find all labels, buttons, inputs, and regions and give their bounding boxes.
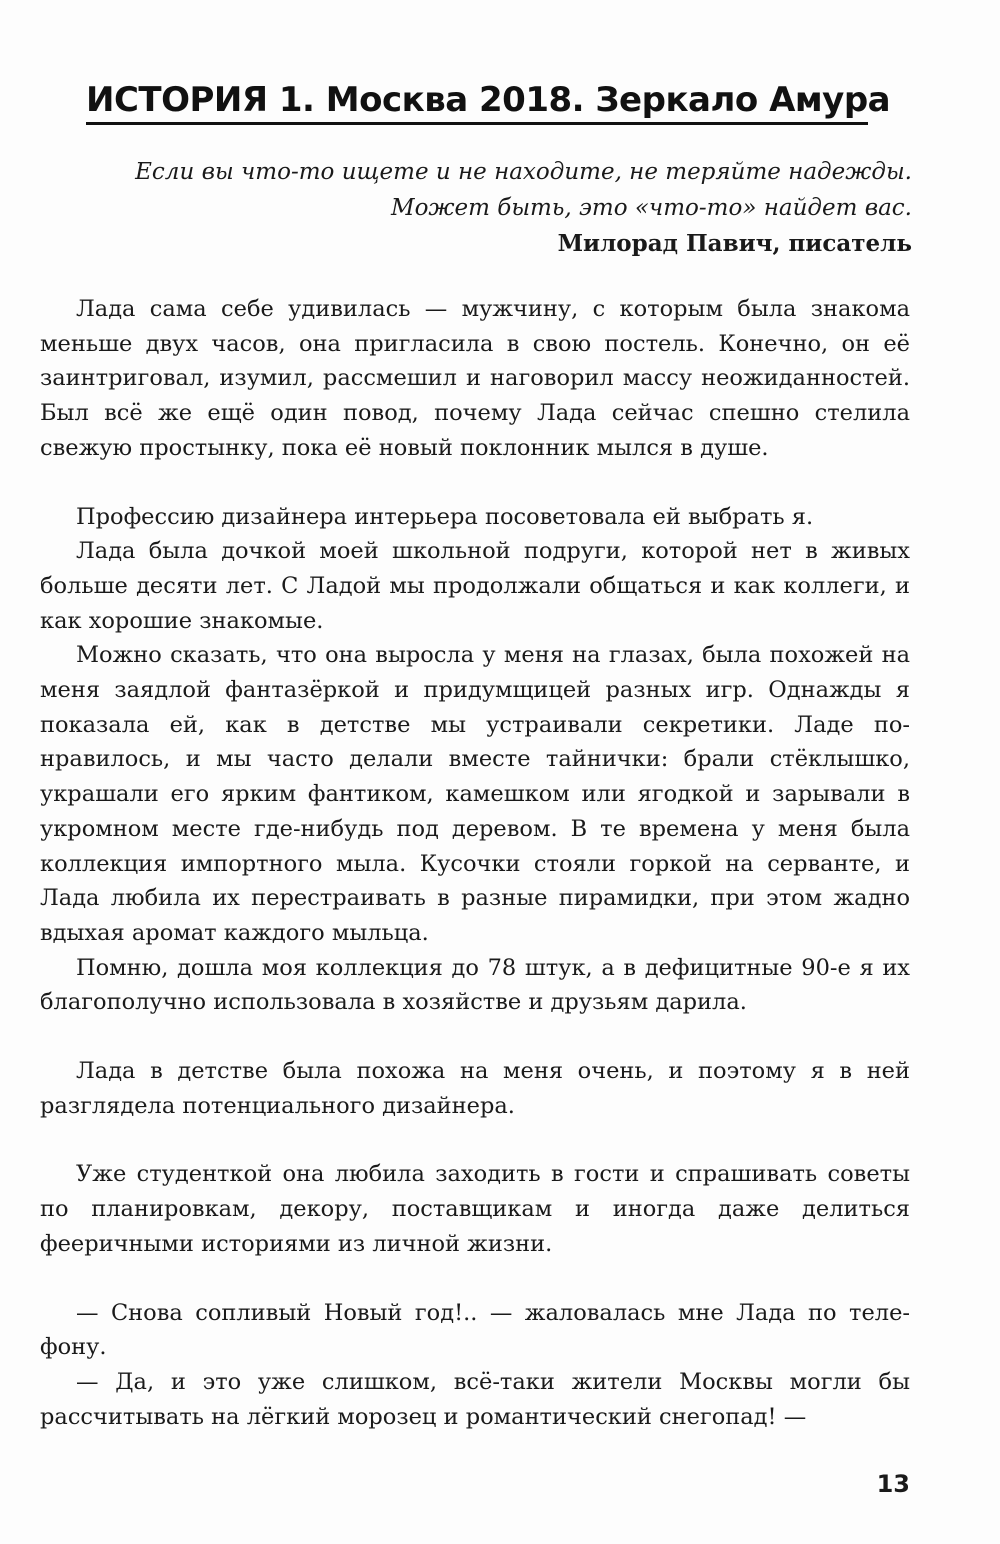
paragraph: Уже студенткой она любила заходить в гости и спрашивать советы по планировкам, декору, поставщикам и иногда даже делиться фееричными историями из личной жизни. [40,1161,910,1257]
body-text [40,292,910,1434]
paragraph: Лада в детстве была похожа на меня очень, и поэтому я в ней разглядела потенциального дизайнера. [40,1058,910,1119]
paragraph: Можно сказать, что она выросла у меня на глазах, была похожей на меня заядлой фантазёркой и придумщицей разных игр. Однажды я показала ей, как в детстве мы устраивали секретики. Ладе понравилось, и мы часто делали вместе тайнички: брали стёклышко, украшали его ярким фантиком, камешком или ягодкой и зарывали в укромном месте где-нибудь под деревом. В те времена у меня была коллекция импортного мыла. Кусочки стояли горкой на серванте, и Лада любила их перестраивать в разные пирамидки, при этом жадно вдыхая аромат каждого мыльца. [40,642,910,946]
paragraph: Профессию дизайнера интерьера посоветовала ей выбрать я. [76,503,814,530]
paragraph: Помню, дошла моя коллекция до 78 штук, а в дефицитные 90-е я их благополучно использовала в хозяйстве и друзьям дарила. [40,954,910,1016]
paragraph: — Снова сопливый Новый год!.. — жаловалась мне Лада по телефону. [40,1299,910,1361]
epigraph [92,154,912,262]
epigraph-quote-line-1: Если вы что-то ищете и не находите, не теряйте надежды. [135,159,912,185]
paragraph: Лада была дочкой моей школьной подруги, которой нет в живых больше десяти лет. С Ладой мы продолжали общаться и как коллеги, и как хорошие знакомые. [40,538,910,634]
chapter-title: ИСТОРИЯ 1. Москва 2018. Зеркало Амура [86,78,868,125]
epigraph-quote-line-2: Может быть, это «что-то» найдет вас. [391,195,912,221]
epigraph-author: Милорад Павич, писатель [557,230,912,257]
paragraph: Лада сама себе удивилась — мужчину, с которым была знакома меньше двух часов, она пригласила в свою постель. Конечно, он её заинтриговал, изумил, рассмешил и наговорил массу неожиданностей. Был всё же ещё один повод, почему Лада сейчас спешно стелила свежую простынку, пока её новый поклонник мылся в душе. [40,296,910,461]
paragraph: — Да, и это уже слишком, всё-таки жители Москвы могли бы рассчитывать на лёгкий морозец и романтический снегопад! — [40,1368,910,1430]
page-number: 13 [876,1470,910,1498]
